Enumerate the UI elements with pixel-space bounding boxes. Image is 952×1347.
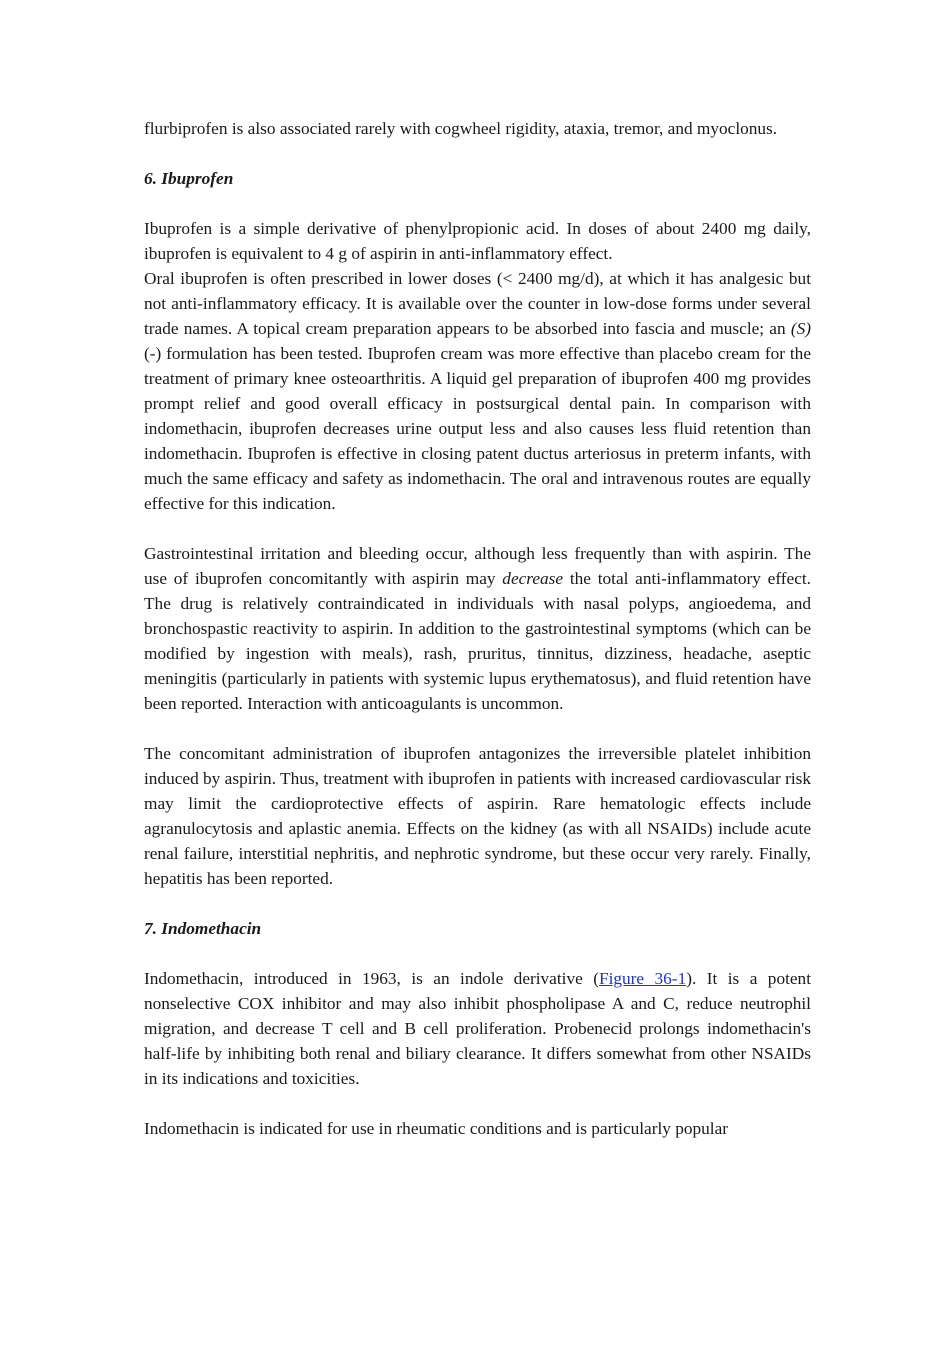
spacer <box>144 1091 811 1116</box>
indomethacin-paragraph-2: Indomethacin is indicated for use in rheumatic conditions and is particularly popular <box>144 1119 729 1138</box>
section-heading-indomethacin: 7. Indomethacin <box>144 919 262 938</box>
text-run: the total anti-inflammatory effect. The drug is relatively contraindicated in individuals with nasal polyps, angioedema, and bronchospastic reactivity to aspirin. In addition to the gastrointestinal symptoms (which can be modified by ingestion with meals), rash, pruritus, tinnitus, dizziness, headache, aseptic meningitis (particularly in patients with systemic lupus erythematosus), and fluid retention have been reported. Interaction with anticoagulants is uncommon. <box>144 569 811 713</box>
ibuprofen-paragraph-2 <box>144 266 811 516</box>
spacer <box>144 191 811 216</box>
indomethacin-paragraph-1 <box>144 966 811 1091</box>
section-heading-ibuprofen: 6. Ibuprofen <box>144 169 234 188</box>
text-run: Oral ibuprofen is often prescribed in lower doses (< 2400 mg/d), at which it has analgesic but not anti-inflammatory efficacy. It is available over the counter in low-dose forms under several trade names. A topical cream preparation appears to be absorbed into fascia and muscle; an <box>144 269 811 338</box>
text-run: Indomethacin, introduced in 1963, is an indole derivative ( <box>144 969 599 988</box>
spacer <box>144 941 811 966</box>
spacer <box>144 516 811 541</box>
spacer <box>144 141 811 166</box>
italic-text: (S) <box>790 319 811 338</box>
spacer <box>144 716 811 741</box>
ibuprofen-paragraph-3 <box>144 541 811 716</box>
italic-text: decrease <box>502 569 564 588</box>
spacer <box>144 891 811 916</box>
ibuprofen-paragraph-4: The concomitant administration of ibuprofen antagonizes the irreversible platelet inhibition induced by aspirin. Thus, treatment with ibuprofen in patients with increased cardiovascular risk may limit the cardioprotective effects of aspirin. Rare hematologic effects include agranulocytosis and aplastic anemia. Effects on the kidney (as with all NSAIDs) include acute renal failure, interstitial nephritis, and nephrotic syndrome, but these occur very rarely. Finally, hepatitis has been reported. <box>144 744 811 888</box>
ibuprofen-paragraph-1: Ibuprofen is a simple derivative of phenylpropionic acid. In doses of about 2400 mg daily, ibuprofen is equivalent to 4 g of aspirin in anti-inflammatory effect. <box>144 219 811 263</box>
intro-paragraph: flurbiprofen is also associated rarely with cogwheel rigidity, ataxia, tremor, and myoclonus. <box>144 119 778 138</box>
figure-link[interactable]: Figure 36-1 <box>598 969 687 988</box>
document-page <box>144 116 811 1141</box>
text-run: (-) formulation has been tested. Ibuprofen cream was more effective than placebo cream for the treatment of primary knee osteoarthritis. A liquid gel preparation of ibuprofen 400 mg provides prompt relief and good overall efficacy in postsurgical dental pain. In comparison with indomethacin, ibuprofen decreases urine output less and also causes less fluid retention than indomethacin. Ibuprofen is effective in closing patent ductus arteriosus in preterm infants, with much the same efficacy and safety as indomethacin. The oral and intravenous routes are equally effective for this indication. <box>144 344 811 513</box>
text-run: ). It is a potent nonselective COX inhibitor and may also inhibit phospholipase A and C, reduce neutrophil migration, and decrease T cell and B cell proliferation. Probenecid prolongs indomethacin's half-life by inhibiting both renal and biliary clearance. It differs somewhat from other NSAIDs in its indications and toxicities. <box>144 969 812 1088</box>
text-run: Gastrointestinal irritation and bleeding occur, although less frequently than with aspirin. The use of ibuprofen concomitantly with aspirin may <box>144 544 811 588</box>
